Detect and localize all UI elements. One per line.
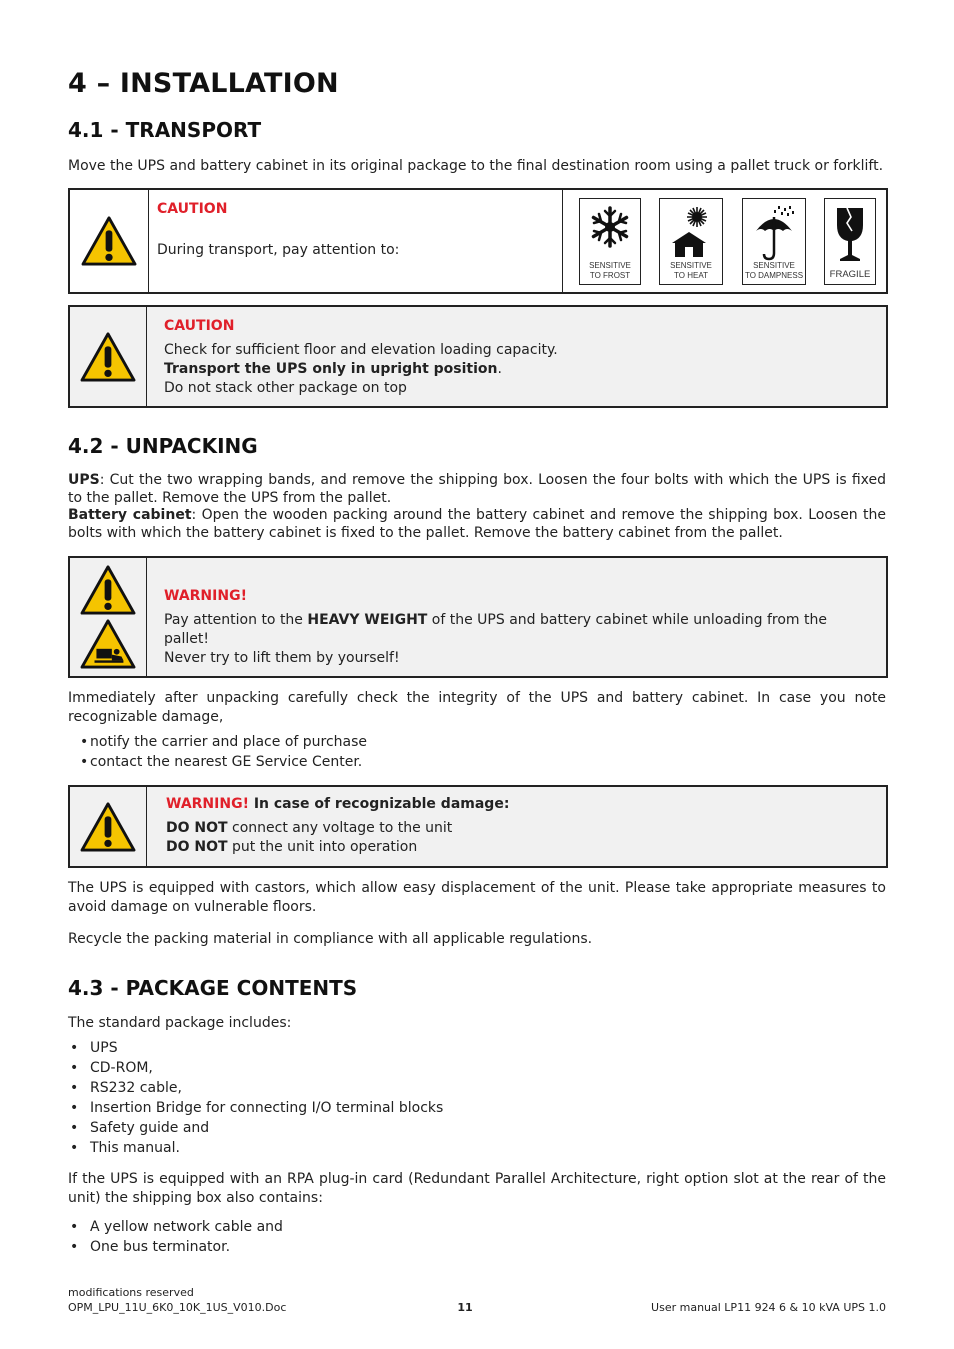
section-title-unpacking: 4.2 - UNPACKING — [68, 434, 258, 458]
rpa-paragraph: If the UPS is equipped with an RPA plug-in card (Redundant Parallel Architecture, right option slot at the rear of the unit) the shipping box also contains: — [68, 1171, 886, 1206]
caution-label: CAUTION — [157, 201, 228, 217]
list-item: • Insertion Bridge for connecting I/O terminal blocks — [68, 1098, 868, 1118]
warning-triangle-icon — [79, 331, 137, 383]
snowflake-icon — [588, 205, 632, 249]
list-item: • CD-ROM, — [68, 1058, 868, 1078]
symbol-frost — [579, 198, 641, 285]
caution-box-transport — [68, 188, 888, 294]
list-item: • UPS — [68, 1038, 868, 1058]
damage-actions-list — [80, 732, 780, 772]
symbol-heat — [659, 198, 723, 285]
rpa-contents-list — [68, 1217, 868, 1257]
integrity-check-paragraph: Immediately after unpacking carefully check the integrity of the UPS and battery cabinet. In case you note recognizable damage, — [68, 690, 886, 725]
page-number: 11 — [457, 1301, 473, 1314]
caution-line-floor: Check for sufficient floor and elevation loading capacity. — [164, 342, 558, 358]
page-title: 4 – INSTALLATION — [68, 68, 339, 99]
contents-intro: The standard package includes: — [68, 1015, 292, 1031]
warning-icon-cell — [70, 787, 147, 866]
footer-doc-id: OPM_LPU_11U_6K0_10K_1US_V010.Doc — [68, 1301, 287, 1314]
symbol-frost-caption: SENSITIVE TO FROST — [589, 261, 631, 280]
list-item: • This manual. — [68, 1138, 868, 1158]
list-item: • notify the carrier and place of purchase — [80, 732, 780, 752]
symbols-divider — [562, 190, 563, 292]
warning-box-weight — [68, 556, 888, 678]
umbrella-icon — [752, 205, 796, 261]
list-item: • Safety guide and — [68, 1118, 868, 1138]
warning-line-lift: Never try to lift them by yourself! — [164, 650, 400, 666]
list-item: • A yellow network cable and — [68, 1217, 868, 1237]
warning-icon-cell — [70, 558, 147, 676]
warning-content — [166, 795, 866, 866]
caution-content — [157, 200, 557, 292]
sun-house-icon — [669, 205, 713, 259]
glass-icon — [833, 205, 867, 265]
warning-triangle-icon — [80, 215, 138, 267]
warning-content — [164, 587, 874, 676]
castors-paragraph: The UPS is equipped with castors, which allow easy displacement of the unit. Please take appropriate measures to avoid damage on vulnerable floors. — [68, 880, 886, 915]
package-contents-list — [68, 1038, 868, 1158]
section-title-contents: 4.3 - PACKAGE CONTENTS — [68, 976, 358, 1000]
transport-intro: Move the UPS and battery cabinet in its original package to the final destination room using a pallet truck or forklift. — [68, 158, 884, 174]
caution-icon-cell — [70, 190, 149, 292]
unpacking-ups-paragraph: UPS: Cut the two wrapping bands, and remove the shipping box. Loosen the four bolts with which the UPS is fixed to the pallet. Remove the UPS from the pallet. — [68, 472, 886, 506]
recycle-paragraph: Recycle the packing material in compliance with all applicable regulations. — [68, 931, 593, 947]
list-item: • contact the nearest GE Service Center. — [80, 752, 780, 772]
symbol-dampness — [742, 198, 806, 285]
warning-title: WARNING! In case of recognizable damage: — [166, 796, 510, 812]
unpacking-battery-paragraph: Battery cabinet: Open the wooden packing around the battery cabinet and remove the shipping box. Loosen the bolts with which the battery cabinet is fixed to the pallet. Remove the battery cabinet from the pallet. — [68, 507, 886, 541]
footer-note: modifications reserved — [68, 1286, 194, 1299]
caution-text: During transport, pay attention to: — [157, 242, 400, 258]
caution-box-loading — [68, 305, 888, 408]
symbol-fragile — [824, 198, 876, 285]
symbol-heat-caption: SENSITIVE TO HEAT — [670, 261, 712, 280]
heavy-load-icon — [79, 618, 137, 670]
caution-label: CAUTION — [164, 318, 235, 334]
warning-line-operation: DO NOT put the unit into operation — [166, 839, 418, 855]
caution-icon-cell — [70, 307, 147, 406]
warning-line-voltage: DO NOT connect any voltage to the unit — [166, 820, 453, 836]
caution-line-upright: Transport the UPS only in upright position. — [164, 361, 502, 377]
caution-line-stack: Do not stack other package on top — [164, 380, 407, 396]
list-item: • One bus terminator. — [68, 1237, 868, 1257]
warning-label: WARNING! — [164, 588, 247, 604]
caution-content — [164, 317, 864, 406]
warning-triangle-icon — [79, 564, 137, 616]
footer-manual-title: User manual LP11 924 6 & 10 kVA UPS 1.0 — [651, 1301, 886, 1314]
section-title-transport: 4.1 - TRANSPORT — [68, 118, 262, 142]
symbol-dampness-caption: SENSITIVE TO DAMPNESS — [744, 261, 804, 280]
warning-line-weight: Pay attention to the HEAVY WEIGHT of the UPS and battery cabinet while unloading from the pallet! — [164, 612, 827, 647]
symbol-fragile-caption: FRAGILE — [829, 269, 871, 280]
warning-box-damage — [68, 785, 888, 868]
list-item: • RS232 cable, — [68, 1078, 868, 1098]
warning-triangle-icon — [79, 801, 137, 853]
